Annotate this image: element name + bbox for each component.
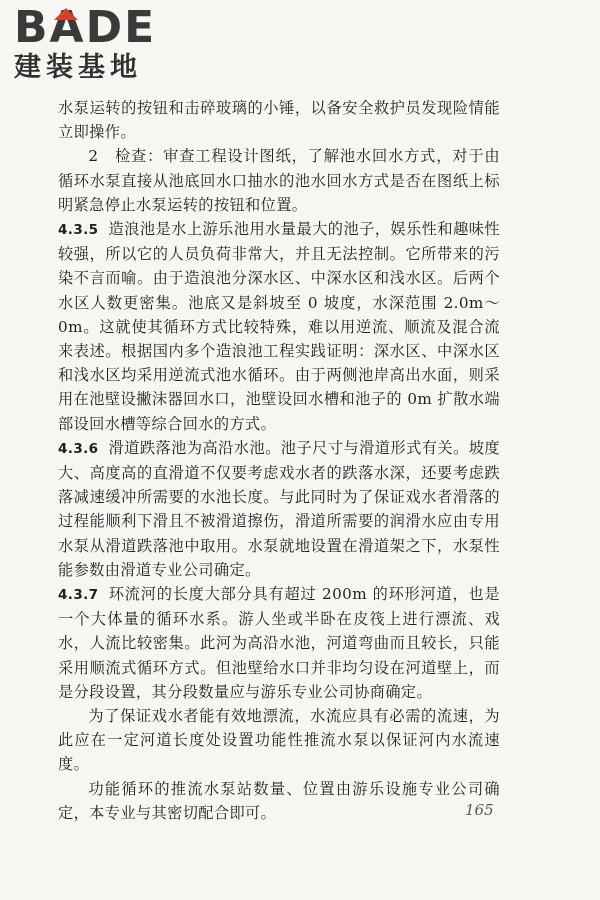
logo-chinese-name: 建装基地 [14,52,142,83]
section-4-3-5 [58,217,500,436]
paragraph-text: 为了保证戏水者能有效地漂流，水流应具有必需的流速，为此应在一定河道长度处设置功能性推流水泵以保证河内水流速度。 [58,707,500,774]
logo-triangle-icon [54,8,78,20]
paragraph-flow-speed [58,704,500,777]
section-number: 4.3.6 [58,440,99,457]
page-number: 165 [465,801,494,819]
paragraph-text: 2 检查：审查工程设计图纸，了解池水回水方式，对于由循环水泵直接从池底回水口抽水的池水回水方式是否在图纸上标明紧急停止水泵运转的按钮和位置。 [58,147,500,214]
paragraph-text: 滑道跌落池为高沿水池。池子尺寸与滑道形式有关。坡度大、高度高的直滑道不仅要考虑戏水者的跌落水深，还要考虑跌落减速缓冲所需要的水池长度。与此同时为了保证戏水者滑落的过程能顺利下滑且不被滑道擦伤，滑道所需要的润滑水应由专用水泵从滑道跌落池中取用。水泵就地设置在滑道架之下，水泵性能参数由滑道专业公司确定。 [58,438,500,579]
section-number: 4.3.5 [58,222,99,239]
section-number: 4.3.7 [58,587,99,604]
section-4-3-7 [58,582,500,704]
paragraph-text: 水泵运转的按钮和击碎玻璃的小锤，以备安全救护员发现险情能立即操作。 [58,99,500,142]
section-4-3-6 [58,436,500,582]
paragraph-text: 功能循环的推流水泵站数量、位置由游乐设施专业公司确定，本专业与其密切配合即可。 [58,779,500,822]
paragraph-check-item [58,144,500,217]
paragraph-text: 环流河的长度大部分具有超过 200m 的环形河道，也是一个大体量的循环水系。游人坐或半卧在皮筏上进行漂流、戏水，人流比较密集。此河为高沿水池，河道弯曲而且较长，只能采用顺流式循环方式。但池壁给水口并非均匀设在河道壁上，而是分段设置，其分段数量应与游乐专业公司协商确定。 [58,585,500,701]
logo-wordmark: BADE [14,2,157,53]
paragraph-pump-station [58,777,500,825]
page-body [58,96,500,825]
paragraph-continuation [58,96,500,144]
bade-logo [14,2,184,84]
paragraph-text: 造浪池是水上游乐池用水量最大的池子，娱乐性和趣味性较强，所以它的人员负荷非常大，并且无法控制。它所带来的污染不言而喻。由于造浪池分深水区、中深水区和浅水区。后两个水区人数更密集。池底又是斜坡至 0 坡度，水深范围 2.0m～0m。这就使其循环方式比较特殊，难以用逆流、顺流及混合流来表述。根据国内多个造浪池工程实践证明：深水区、中深水区和浅水区均采用逆流式池水循环。由于两侧池岸高出水面，则采用在池壁设撇沫器回水口，池壁设回水槽和池子的 0m 扩散水端部设回水槽等综合回水的方式。 [58,220,500,433]
